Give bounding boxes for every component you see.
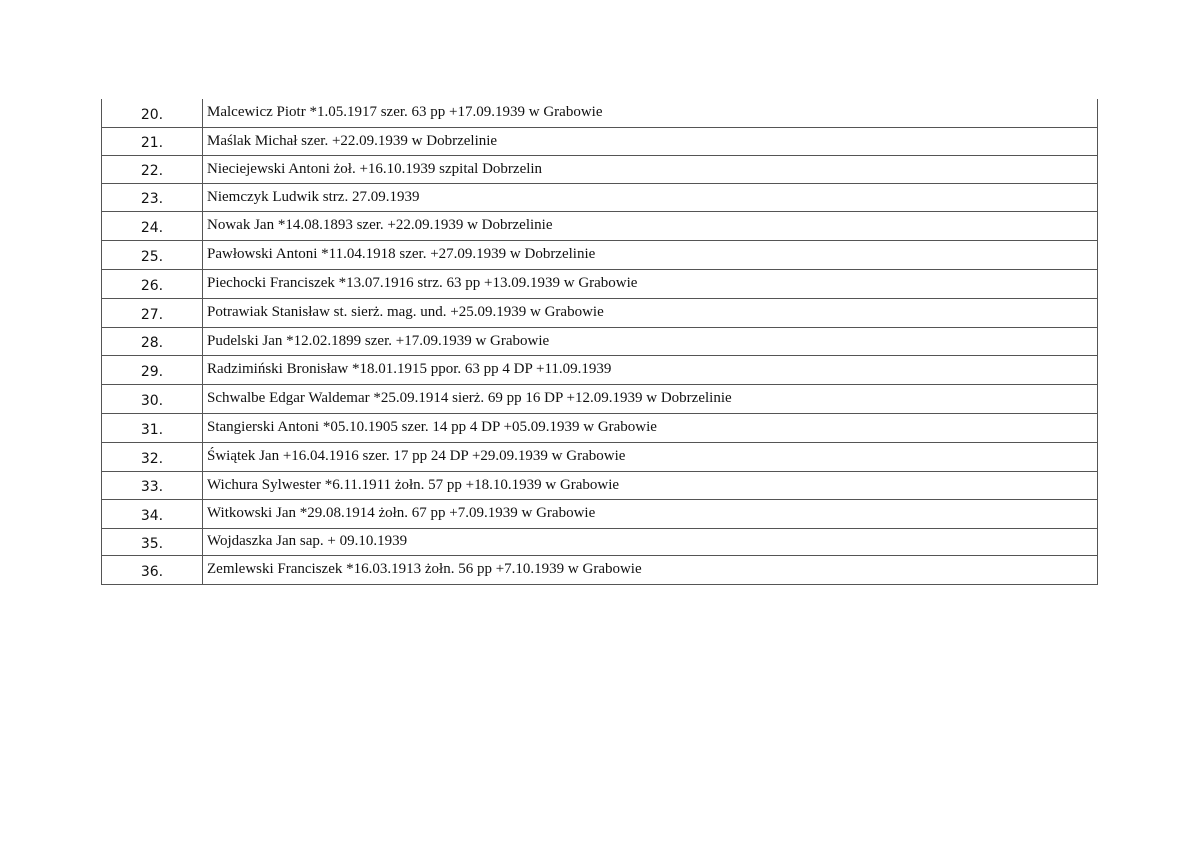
- row-entry: Wojdaszka Jan sap. + 09.10.1939: [203, 528, 1098, 555]
- row-entry: Pudelski Jan *12.02.1899 szer. +17.09.1939 w Grabowie: [203, 327, 1098, 355]
- row-entry: Nowak Jan *14.08.1893 szer. +22.09.1939 w Dobrzelinie: [203, 211, 1098, 240]
- table-row: [102, 384, 1098, 413]
- row-number: 26.: [102, 269, 203, 298]
- row-number: 21.: [102, 127, 203, 155]
- row-entry: Świątek Jan +16.04.1916 szer. 17 pp 24 DP +29.09.1939 w Grabowie: [203, 442, 1098, 471]
- row-entry: Stangierski Antoni *05.10.1905 szer. 14 pp 4 DP +05.09.1939 w Grabowie: [203, 413, 1098, 442]
- table-row: [102, 298, 1098, 327]
- row-number: 23.: [102, 183, 203, 211]
- table-row: [102, 355, 1098, 384]
- row-entry: Radzimiński Bronisław *18.01.1915 ppor. 63 pp 4 DP +11.09.1939: [203, 355, 1098, 384]
- table-row: [102, 327, 1098, 355]
- table-row: [102, 99, 1098, 127]
- table-row: [102, 127, 1098, 155]
- table-row: [102, 528, 1098, 555]
- row-entry: Wichura Sylwester *6.11.1911 żołn. 57 pp +18.10.1939 w Grabowie: [203, 471, 1098, 499]
- row-entry: Maślak Michał szer. +22.09.1939 w Dobrzelinie: [203, 127, 1098, 155]
- table-row: [102, 269, 1098, 298]
- row-number: 33.: [102, 471, 203, 499]
- table-row: [102, 499, 1098, 528]
- table-row: [102, 471, 1098, 499]
- row-number: 20.: [102, 99, 203, 127]
- row-entry: Malcewicz Piotr *1.05.1917 szer. 63 pp +17.09.1939 w Grabowie: [203, 99, 1098, 127]
- row-number: 22.: [102, 155, 203, 183]
- table-row: [102, 155, 1098, 183]
- row-number: 35.: [102, 528, 203, 555]
- row-number: 30.: [102, 384, 203, 413]
- row-entry: Piechocki Franciszek *13.07.1916 strz. 63 pp +13.09.1939 w Grabowie: [203, 269, 1098, 298]
- row-number: 28.: [102, 327, 203, 355]
- table-row: [102, 211, 1098, 240]
- table-row: [102, 413, 1098, 442]
- table-row: [102, 240, 1098, 269]
- row-number: 32.: [102, 442, 203, 471]
- table-row: [102, 183, 1098, 211]
- row-number: 36.: [102, 555, 203, 584]
- row-entry: Zemlewski Franciszek *16.03.1913 żołn. 56 pp +7.10.1939 w Grabowie: [203, 555, 1098, 584]
- table-row: [102, 442, 1098, 471]
- row-entry: Witkowski Jan *29.08.1914 żołn. 67 pp +7.09.1939 w Grabowie: [203, 499, 1098, 528]
- table-row: [102, 555, 1098, 584]
- burial-list-body: [102, 99, 1098, 584]
- row-entry: Nieciejewski Antoni żoł. +16.10.1939 szpital Dobrzelin: [203, 155, 1098, 183]
- row-number: 29.: [102, 355, 203, 384]
- burial-list-table: [101, 99, 1098, 585]
- row-entry: Potrawiak Stanisław st. sierż. mag. und. +25.09.1939 w Grabowie: [203, 298, 1098, 327]
- row-entry: Schwalbe Edgar Waldemar *25.09.1914 sierż. 69 pp 16 DP +12.09.1939 w Dobrzelinie: [203, 384, 1098, 413]
- row-number: 25.: [102, 240, 203, 269]
- row-number: 27.: [102, 298, 203, 327]
- row-number: 31.: [102, 413, 203, 442]
- row-entry: Niemczyk Ludwik strz. 27.09.1939: [203, 183, 1098, 211]
- row-number: 34.: [102, 499, 203, 528]
- row-number: 24.: [102, 211, 203, 240]
- row-entry: Pawłowski Antoni *11.04.1918 szer. +27.09.1939 w Dobrzelinie: [203, 240, 1098, 269]
